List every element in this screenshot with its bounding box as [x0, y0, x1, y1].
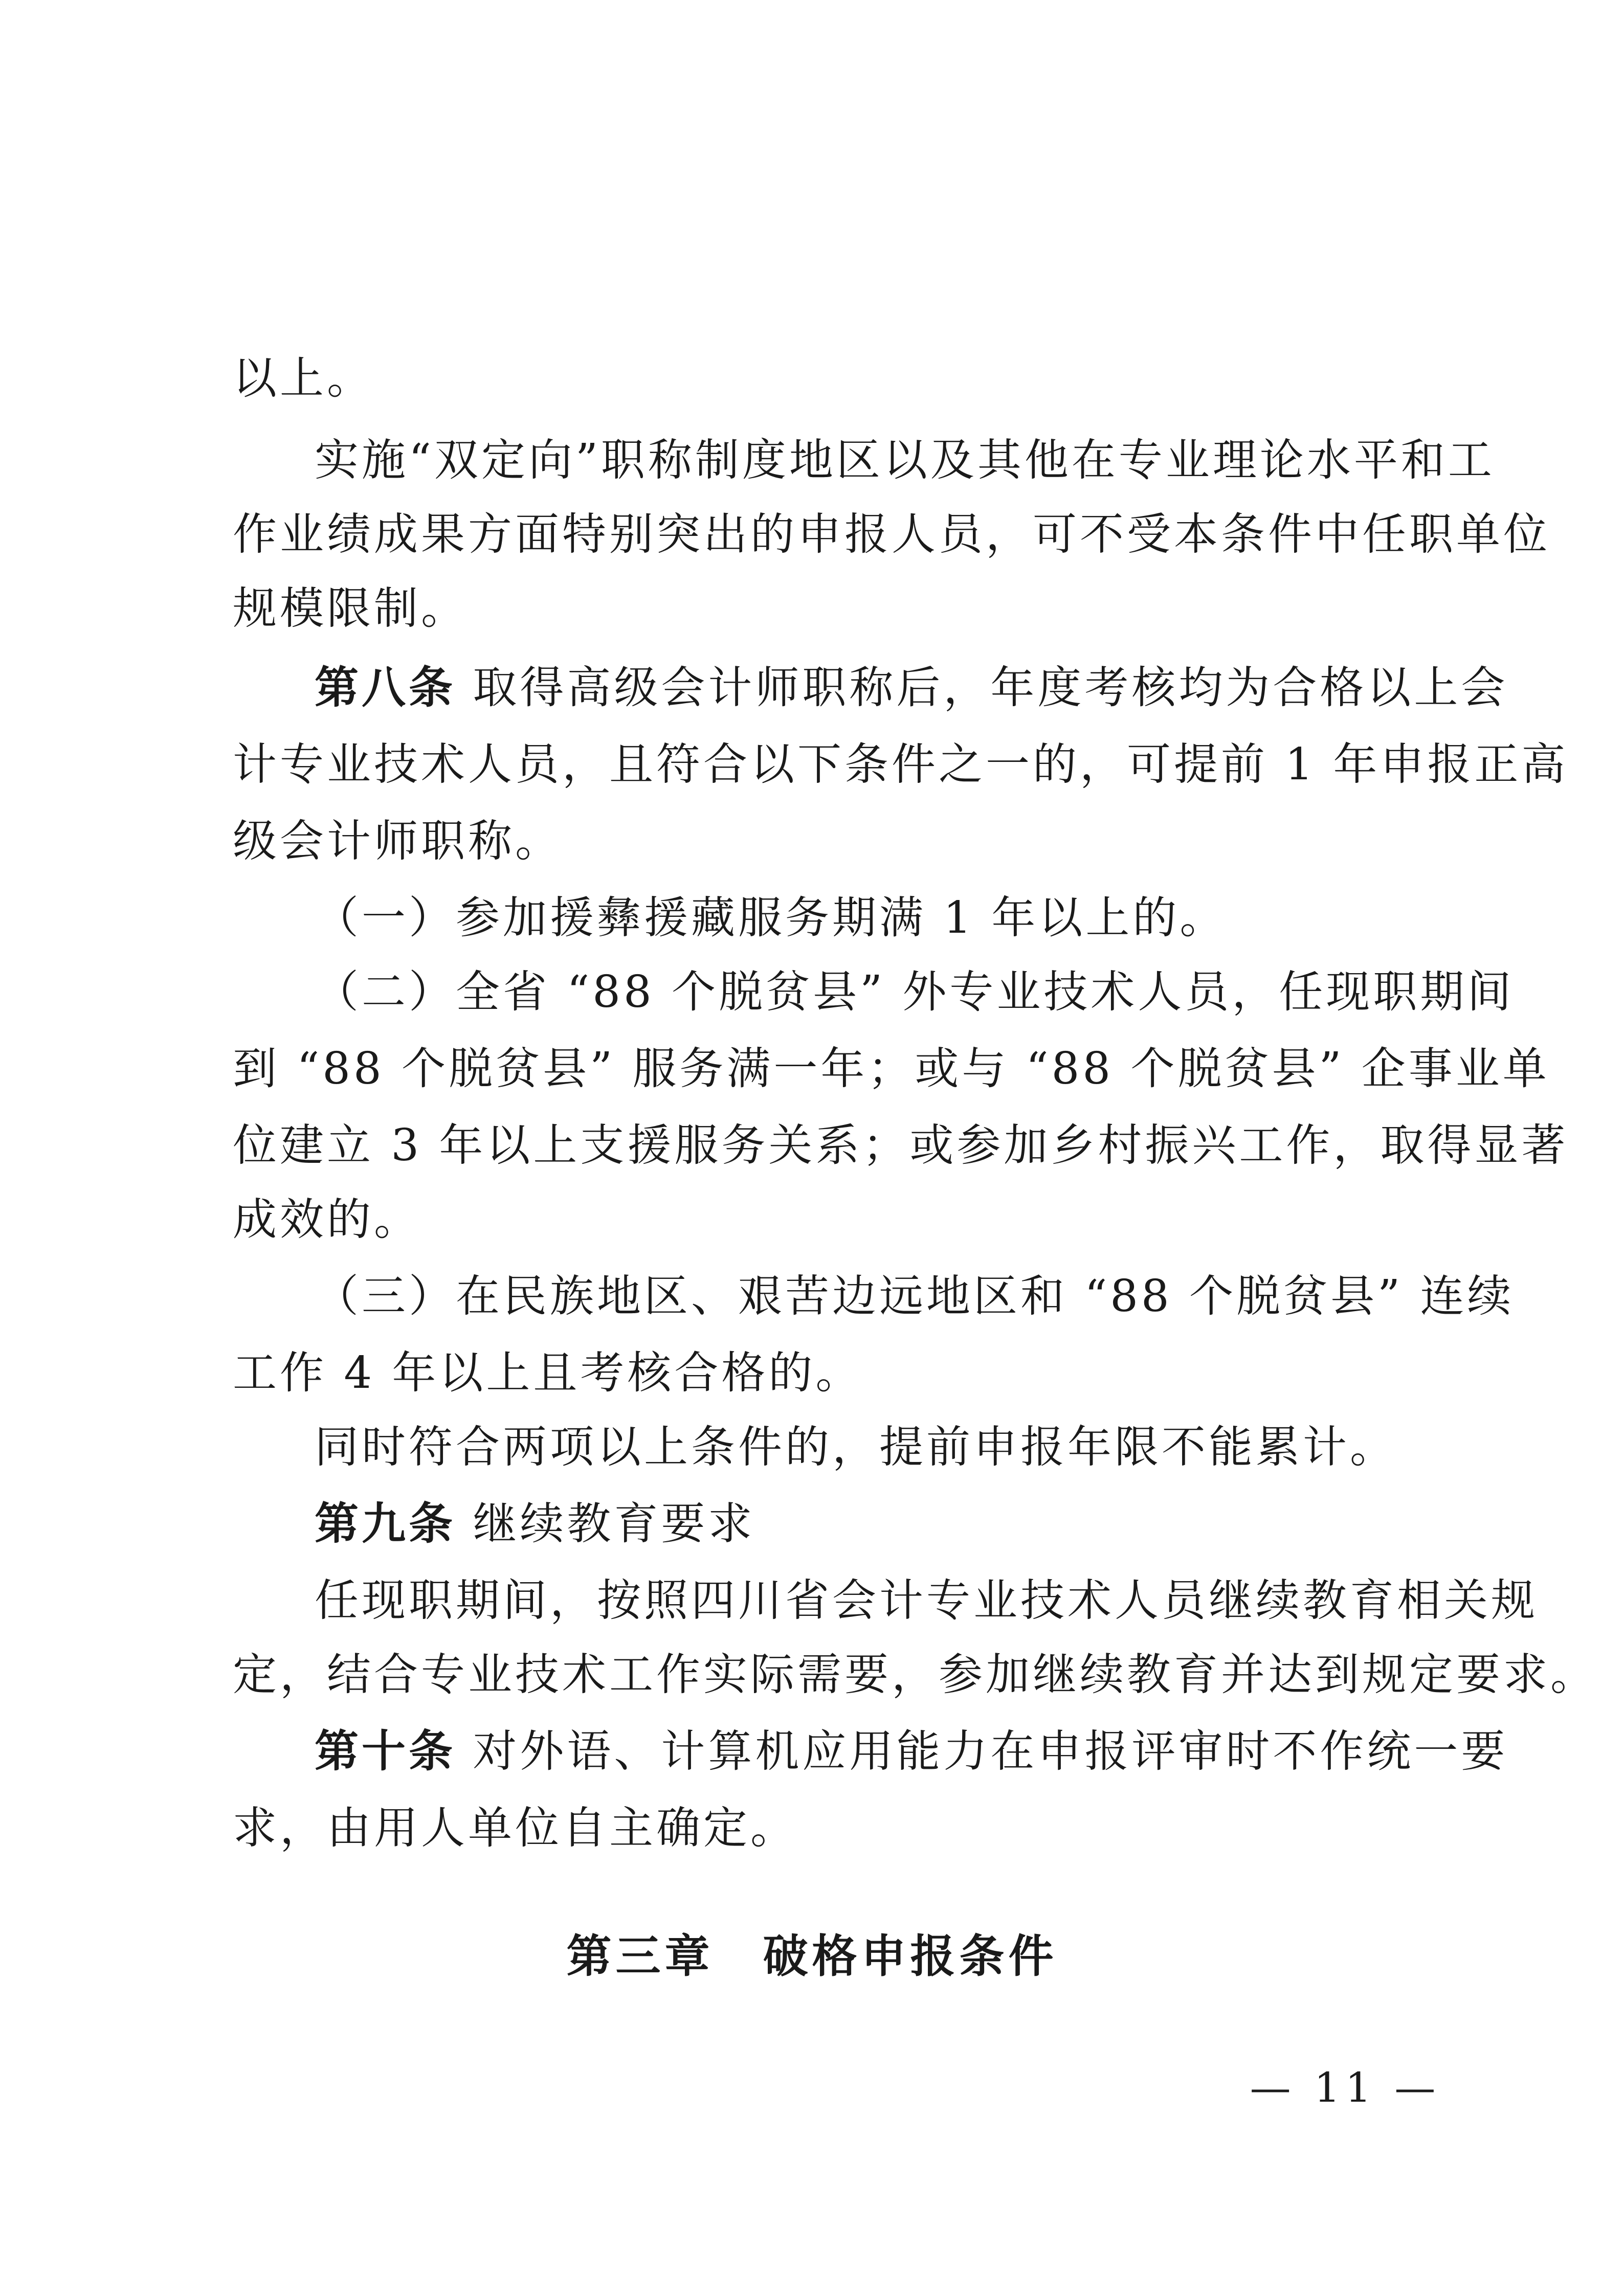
- text-line: 同时符合两项以上条件的，提前申报年限不能累计。: [315, 1422, 1397, 1473]
- text-line: [233, 348, 1332, 409]
- text-line: 实施“双定向”职称制度地区以及其他在专业理论水平和工: [315, 435, 1495, 486]
- text-line: 级会计师职称。: [233, 816, 562, 867]
- text-line: 求，由用人单位自主确定。: [233, 1803, 797, 1854]
- line-text: 取得高级会计师职称后，年度考核均为合格以上会: [473, 662, 1508, 713]
- chapter-heading: 第三章 破格申报条件: [566, 1929, 1058, 1983]
- line-text: 对外语、计算机应用能力在申报评审时不作统一要: [473, 1726, 1508, 1777]
- text-line: （二）全省 “88 个脱贫县” 外专业技术人员，任现职期间: [315, 966, 1515, 1018]
- text-line: 到 “88 个脱贫县” 服务满一年；或与 “88 个脱贫县” 企事业单: [233, 1043, 1550, 1094]
- article-10-label: 第十条: [315, 1725, 456, 1777]
- text-line: （三）在民族地区、艰苦边远地区和 “88 个脱贫县” 连续: [315, 1271, 1515, 1322]
- text-line: 工作 4 年以上且考核合格的。: [233, 1347, 863, 1399]
- text-line: 成效的。: [233, 1194, 421, 1245]
- text-line: 位建立 3 年以上支援服务关系；或参加乡村振兴工作，取得显著: [233, 1120, 1569, 1171]
- article-9-label: 第九条: [315, 1498, 456, 1549]
- text-line: （一）参加援彝援藏服务期满 1 年以上的。: [315, 892, 1227, 943]
- text-line: 定，结合专业技术工作实际需要，参加继续教育并达到规定要求。: [233, 1649, 1597, 1700]
- article-9-heading: [315, 1493, 1332, 1555]
- text-line: 任现职期间，按照四川省会计专业技术人员继续教育相关规: [315, 1575, 1538, 1626]
- line-text: 以上。: [233, 353, 374, 404]
- text-line: 作业绩成果方面特别突出的申报人员，可不受本条件中任职单位: [233, 509, 1550, 560]
- page-number: — 11 —: [1250, 2064, 1441, 2111]
- line-text: 继续教育要求: [473, 1498, 755, 1549]
- article-8-label: 第八条: [315, 662, 456, 713]
- article-8-first-line: [315, 657, 1508, 718]
- text-line: 计专业技术人员，且符合以下条件之一的，可提前 1 年申报正高: [233, 739, 1569, 790]
- article-10-first-line: [315, 1721, 1508, 1782]
- text-line: 规模限制。: [233, 583, 468, 634]
